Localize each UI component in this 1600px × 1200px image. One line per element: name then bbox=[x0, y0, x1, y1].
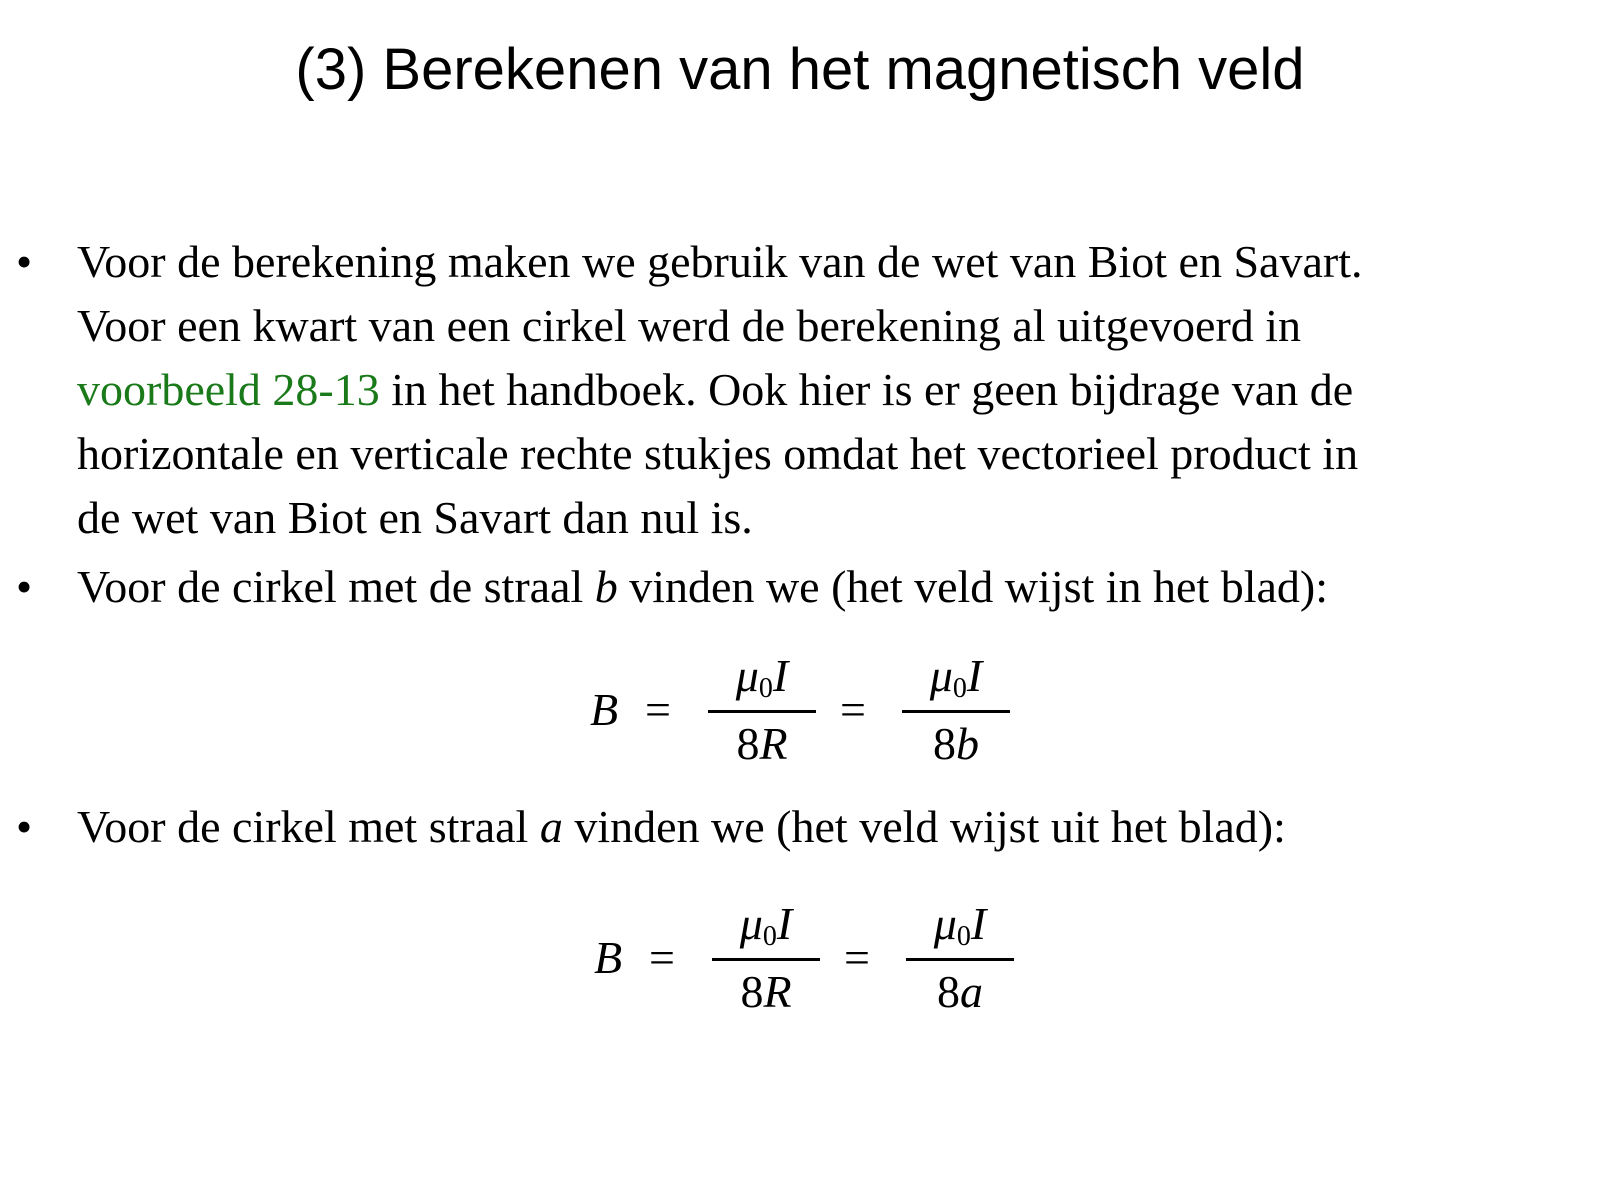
current-symbol: I bbox=[776, 898, 793, 949]
fraction-numerator bbox=[906, 897, 1014, 951]
fraction-bar bbox=[906, 958, 1014, 961]
subscript: 0 bbox=[762, 921, 777, 952]
bullet-marker: • bbox=[16, 236, 33, 287]
fraction-bar bbox=[902, 710, 1010, 713]
fraction-numerator bbox=[712, 897, 820, 951]
current-symbol: I bbox=[970, 898, 987, 949]
fraction bbox=[708, 645, 816, 775]
bullet-line bbox=[77, 358, 1597, 422]
equation-field-a bbox=[594, 893, 1034, 1023]
denominator-variable: R bbox=[759, 718, 788, 769]
bullet-line-rest: in het handboek. Ook hier is er geen bijdrage van de bbox=[379, 364, 1354, 415]
fraction bbox=[902, 645, 1010, 775]
fraction-denominator bbox=[906, 965, 1014, 1019]
subscript: 0 bbox=[758, 673, 773, 704]
fraction bbox=[712, 893, 820, 1023]
example-reference-link[interactable]: voorbeeld 28-13 bbox=[77, 364, 380, 415]
subscript: 0 bbox=[952, 673, 967, 704]
bullet-text bbox=[77, 795, 1597, 859]
coefficient: 8 bbox=[933, 718, 956, 769]
slide-title: (3) Berekenen van het magnetisch veld bbox=[295, 37, 1305, 102]
subscript: 0 bbox=[956, 921, 971, 952]
radius-variable: b bbox=[594, 561, 618, 612]
current-symbol: I bbox=[772, 650, 789, 701]
equation-lhs: B bbox=[590, 684, 619, 735]
coefficient: 8 bbox=[736, 718, 760, 769]
coefficient: 8 bbox=[937, 966, 960, 1017]
mu-symbol: μ bbox=[929, 650, 953, 701]
denominator-variable: R bbox=[763, 966, 792, 1017]
mu-symbol: μ bbox=[739, 898, 763, 949]
coefficient: 8 bbox=[740, 966, 764, 1017]
bullet-marker: • bbox=[16, 801, 33, 852]
bullet-line: de wet van Biot en Savart dan nul is. bbox=[77, 492, 753, 543]
fraction-bar bbox=[708, 710, 816, 713]
mu-symbol: μ bbox=[933, 898, 957, 949]
bullet-marker: • bbox=[16, 561, 33, 612]
fraction-numerator bbox=[902, 649, 1010, 703]
fraction-denominator bbox=[712, 965, 820, 1019]
fraction-numerator bbox=[708, 649, 816, 703]
bullet-line: Voor een kwart van een cirkel werd de berekening al uitgevoerd in bbox=[77, 300, 1302, 351]
equals-sign: = bbox=[649, 932, 675, 983]
equation-field-b bbox=[590, 645, 1030, 775]
bullet-text-pre: Voor de cirkel met straal bbox=[77, 801, 540, 852]
bullet-text-post: vinden we (het veld wijst in het blad): bbox=[617, 561, 1329, 612]
fraction-denominator bbox=[708, 717, 816, 771]
fraction-denominator bbox=[902, 717, 1010, 771]
fraction-bar bbox=[712, 958, 820, 961]
bullet-text bbox=[77, 555, 1597, 619]
denominator-variable: a bbox=[960, 966, 983, 1017]
bullet-text-pre: Voor de cirkel met de straal bbox=[77, 561, 595, 612]
equals-sign: = bbox=[844, 932, 870, 983]
denominator-variable: b bbox=[956, 718, 979, 769]
equals-sign: = bbox=[645, 684, 671, 735]
radius-variable: a bbox=[539, 801, 563, 852]
bullet-text bbox=[77, 230, 1597, 550]
bullet-text-post: vinden we (het veld wijst uit het blad): bbox=[562, 801, 1286, 852]
bullet-line: horizontale en verticale rechte stukjes omdat het vectorieel product in bbox=[77, 428, 1359, 479]
equals-sign: = bbox=[840, 684, 866, 735]
fraction bbox=[906, 893, 1014, 1023]
mu-symbol: μ bbox=[735, 650, 759, 701]
equation-lhs: B bbox=[594, 932, 623, 983]
current-symbol: I bbox=[966, 650, 983, 701]
bullet-line: Voor de berekening maken we gebruik van de wet van Biot en Savart. bbox=[77, 236, 1363, 287]
